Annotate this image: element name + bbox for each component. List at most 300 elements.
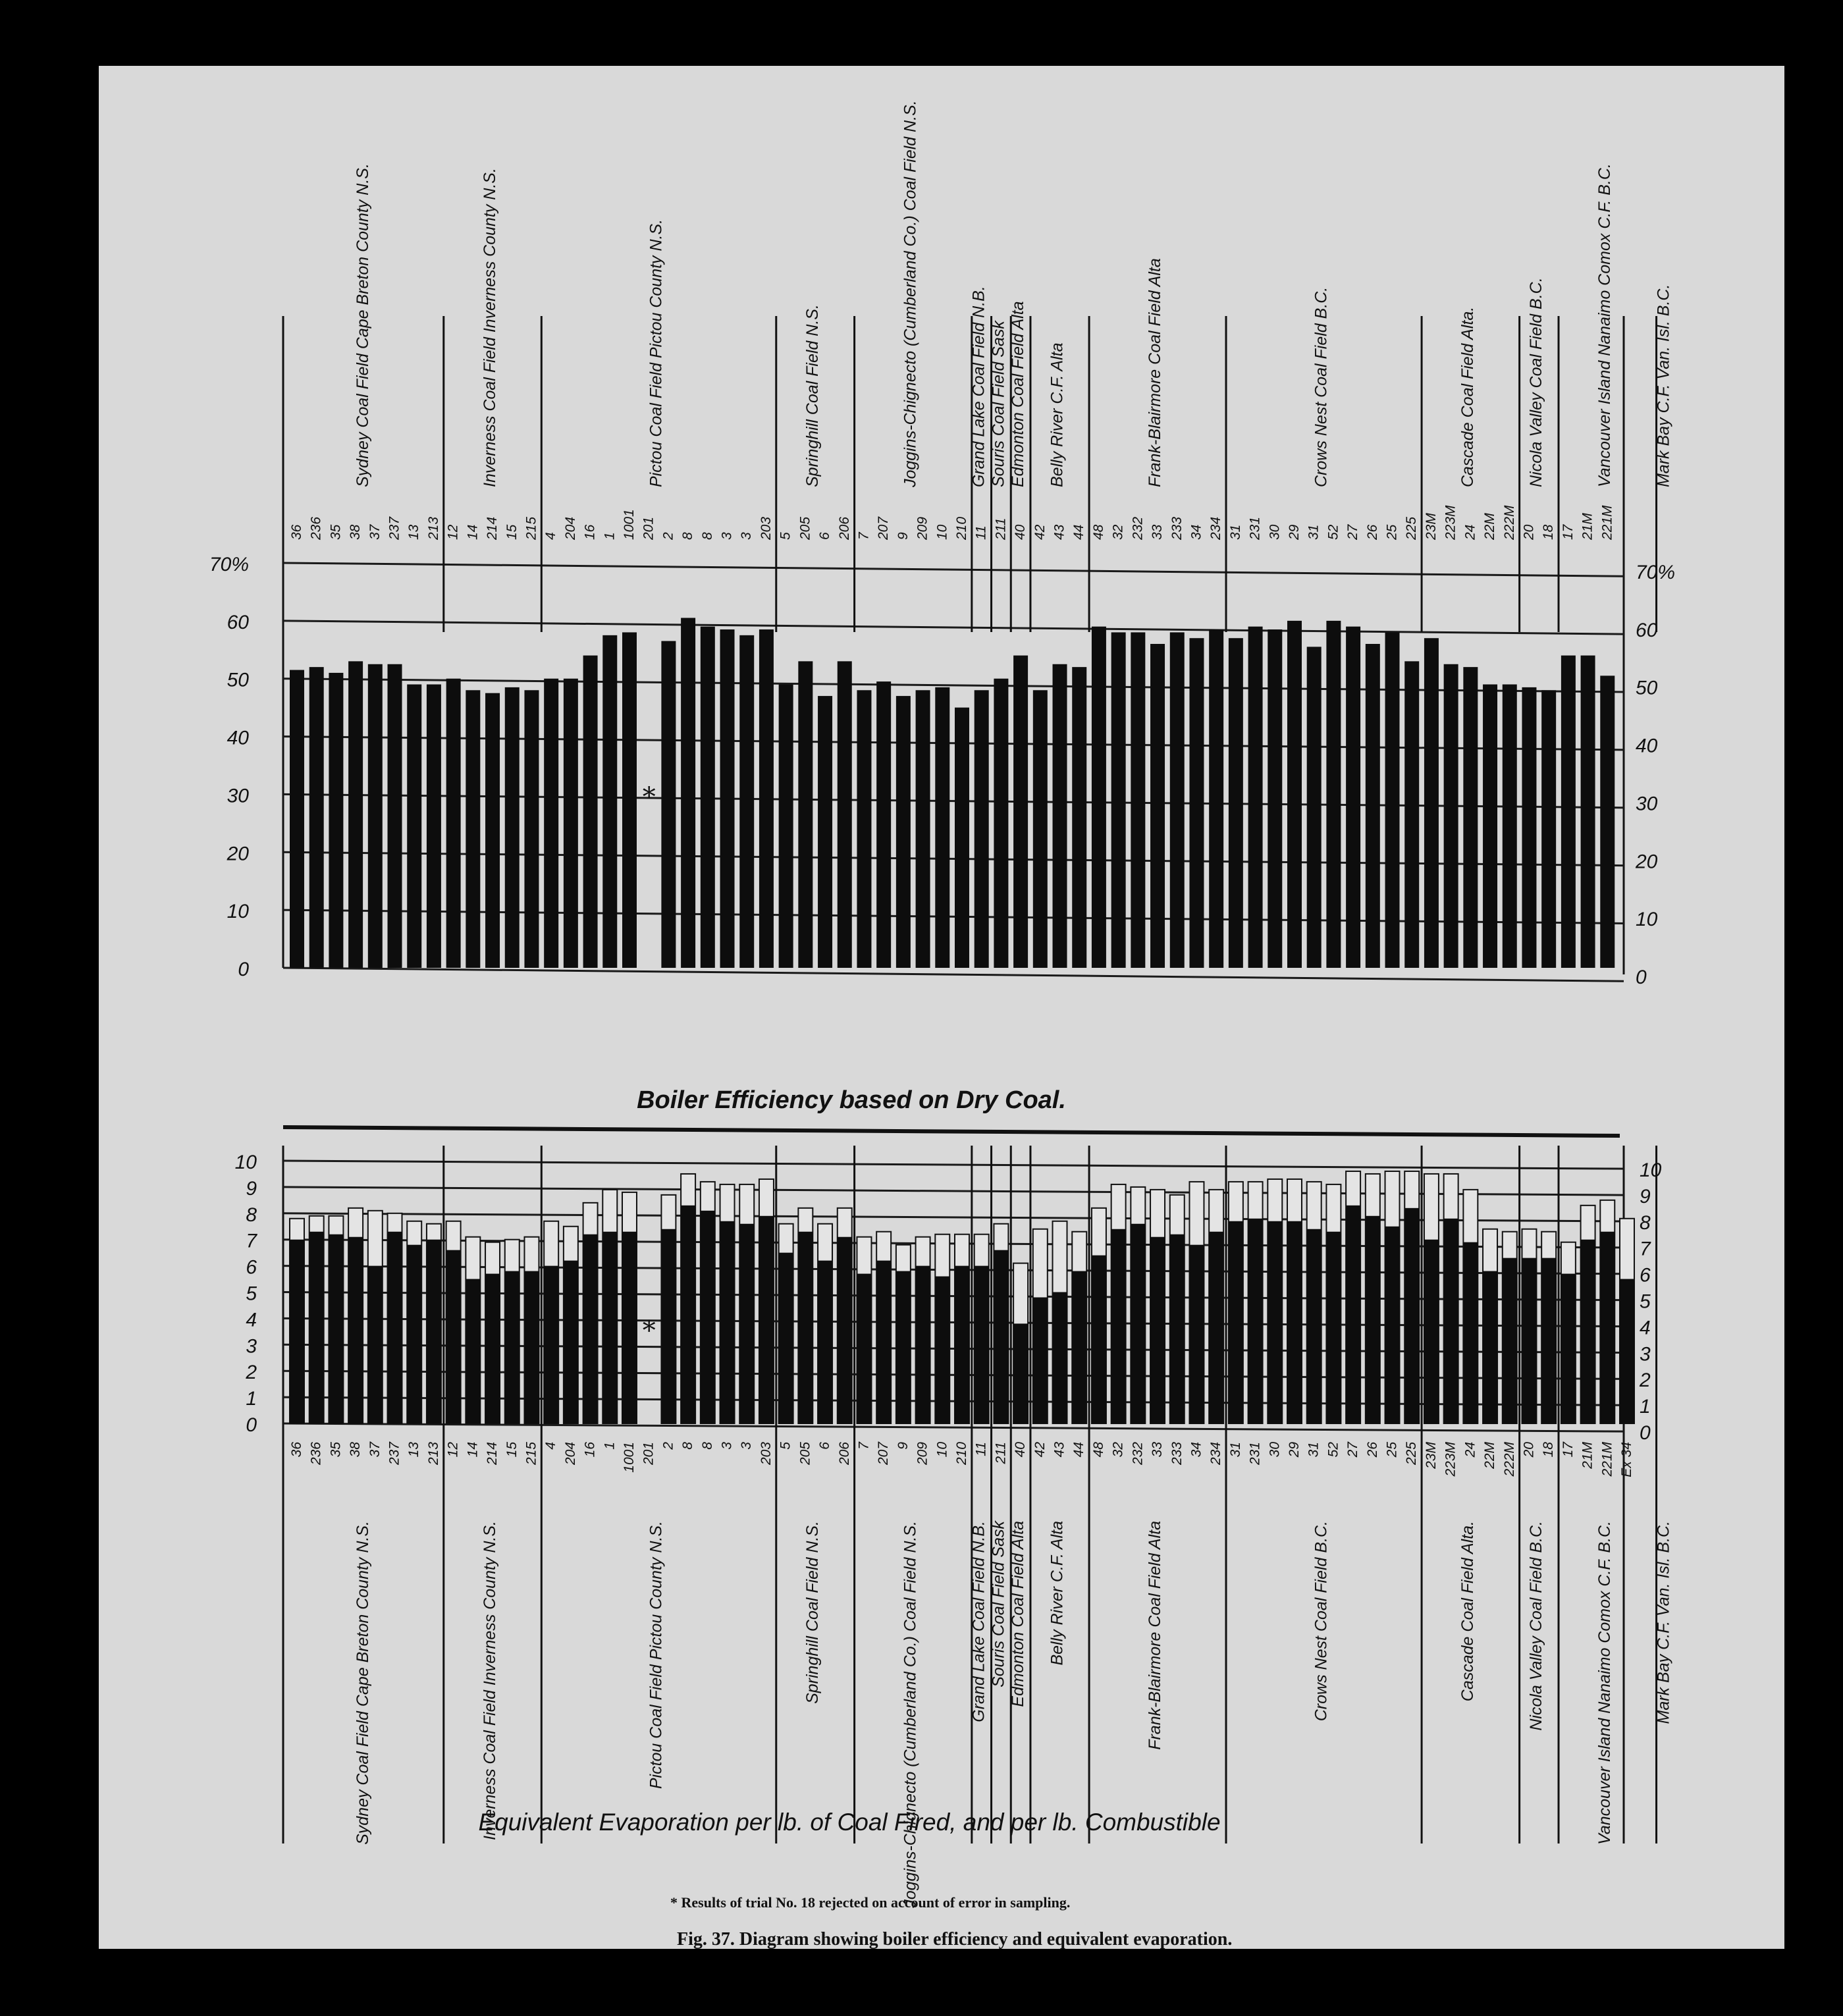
efficiency-trial-label: 24 (1462, 524, 1478, 540)
efficiency-gridline (283, 679, 1624, 692)
efficiency-trial-label: 6 (817, 532, 833, 540)
evaporation-y-tick-label: 7 (246, 1230, 257, 1252)
efficiency-bar (348, 661, 363, 968)
evaporation-trial-label: Ex 34 (1618, 1442, 1634, 1477)
evaporation-y-tick-label-right: 6 (1640, 1264, 1651, 1287)
efficiency-bar (1033, 690, 1048, 968)
efficiency-trial-label: 222M (1501, 505, 1517, 540)
efficiency-y-tick-label: 50 (227, 669, 249, 691)
coal-fired-bar (935, 1277, 949, 1423)
field-group-label: Nicola Valley Coal Field B.C. (1527, 1521, 1546, 1731)
coal-fired-bar (1307, 1229, 1322, 1423)
efficiency-y-tick-label: 30 (227, 785, 249, 807)
coal-fired-bar (975, 1266, 989, 1423)
field-group-label: Belly River C.F. Alta (1048, 342, 1067, 487)
efficiency-trial-label: 12 (445, 524, 461, 540)
coal-fired-bar (1404, 1208, 1419, 1423)
evaporation-y-tick-label: 1 (246, 1388, 257, 1410)
efficiency-bar (1131, 632, 1145, 968)
efficiency-bar (916, 690, 930, 968)
evaporation-trial-label: 2 (660, 1442, 676, 1450)
evaporation-trial-label: 7 (856, 1442, 872, 1450)
efficiency-trial-label: 35 (328, 524, 344, 540)
efficiency-trial-label: 38 (348, 524, 363, 540)
evaporation-trial-label: 9 (895, 1442, 911, 1450)
evaporation-trial-label: 15 (504, 1442, 520, 1458)
efficiency-bar (896, 696, 911, 968)
evaporation-y-tick-label-right: 0 (1640, 1422, 1651, 1444)
field-group-label: Edmonton Coal Field Alta (1008, 301, 1027, 487)
evaporation-trial-label: 10 (934, 1442, 950, 1458)
evaporation-y-tick-label-right: 10 (1640, 1159, 1662, 1181)
evaporation-trial-label: 8 (680, 1442, 696, 1450)
efficiency-trial-label: 48 (1090, 524, 1106, 540)
efficiency-trial-label: 237 (387, 516, 402, 540)
coal-fired-bar (720, 1221, 735, 1423)
efficiency-gridline (283, 910, 1624, 923)
efficiency-bar (759, 629, 774, 968)
efficiency-trial-label: 31 (1306, 524, 1322, 540)
efficiency-bar (622, 632, 637, 968)
evaporation-trial-label: 1 (602, 1442, 618, 1450)
evaporation-trial-label: 222M (1501, 1442, 1517, 1477)
top-chart-boiler-efficiency (209, 100, 1675, 988)
coal-fired-bar (1600, 1232, 1615, 1423)
evaporation-trial-label: 27 (1345, 1442, 1361, 1458)
field-group-label: Pictou Coal Field Pictou County N.S. (647, 219, 666, 487)
evaporation-trial-label: 237 (387, 1442, 402, 1466)
evaporation-y-tick-label-right: 2 (1640, 1369, 1651, 1392)
efficiency-trial-label: 231 (1247, 516, 1263, 540)
efficiency-bar (407, 685, 421, 968)
field-group-label: Crows Nest Coal Field B.C. (1312, 286, 1331, 487)
efficiency-y-tick-label: 10 (227, 901, 249, 923)
field-group-label: Grand Lake Coal Field N.B. (969, 1521, 988, 1722)
efficiency-bar (1150, 644, 1165, 968)
field-group-label: Mark Bay C.F. Van. Isl. B.C. (1654, 1521, 1673, 1724)
field-group-label: Cascade Coal Field Alta. (1458, 1521, 1478, 1702)
coal-fired-bar (602, 1232, 617, 1423)
efficiency-bar (739, 635, 754, 968)
evaporation-trial-label: 23M (1423, 1442, 1439, 1469)
efficiency-trial-label: 16 (582, 524, 598, 540)
efficiency-trial-label: 33 (1150, 524, 1165, 540)
efficiency-trial-label: 234 (1208, 516, 1224, 540)
evaporation-trial-label: 209 (915, 1442, 930, 1466)
efficiency-y-tick-label-right: 0 (1636, 967, 1647, 988)
evaporation-trial-label: 31 (1227, 1442, 1243, 1458)
efficiency-bar (1600, 676, 1615, 968)
evaporation-trial-label: 234 (1208, 1442, 1224, 1466)
efficiency-trial-label: 31 (1227, 524, 1243, 540)
efficiency-bar (1503, 685, 1517, 968)
rejected-trial-marker: * (642, 782, 656, 812)
evaporation-trial-label: 34 (1189, 1442, 1204, 1458)
evaporation-trial-label: 223M (1443, 1442, 1458, 1477)
efficiency-y-tick-label: 60 (227, 611, 249, 633)
coal-fired-bar (427, 1240, 441, 1423)
evaporation-trial-label: 14 (465, 1442, 481, 1458)
coal-fired-bar (485, 1274, 500, 1423)
efficiency-bar (1053, 664, 1067, 968)
efficiency-bar (485, 693, 500, 968)
evaporation-trial-label: 12 (445, 1442, 461, 1458)
efficiency-trial-label: 8 (699, 532, 715, 540)
efficiency-bar (779, 685, 793, 968)
evaporation-y-tick-label: 8 (246, 1204, 257, 1226)
efficiency-trial-label: 9 (895, 532, 911, 540)
efficiency-y-tick-label: 0 (238, 959, 249, 980)
efficiency-y-tick-label-right: 20 (1636, 851, 1658, 873)
efficiency-trial-label: 209 (915, 516, 930, 540)
field-group-label: Frank-Blairmore Coal Field Alta (1145, 1521, 1164, 1750)
evaporation-trial-label: 221M (1599, 1442, 1615, 1477)
efficiency-trial-label: 204 (562, 516, 578, 540)
efficiency-bar (818, 696, 832, 968)
efficiency-trial-label: 37 (367, 524, 383, 540)
efficiency-trial-label: 5 (778, 532, 793, 540)
evaporation-trial-label: 17 (1560, 1442, 1576, 1458)
efficiency-trial-label: 21M (1580, 513, 1595, 540)
efficiency-trial-label: 20 (1521, 524, 1537, 540)
field-group-label: Inverness Coal Field Inverness County N.S. (480, 168, 499, 487)
efficiency-gridline (283, 852, 1624, 865)
efficiency-bar (1404, 661, 1419, 968)
efficiency-trial-label: 201 (641, 516, 656, 540)
coal-fired-bar (838, 1237, 852, 1423)
coal-fired-bar (368, 1266, 383, 1423)
efficiency-bar (1013, 656, 1028, 968)
evaporation-trial-label: 225 (1404, 1442, 1420, 1466)
coal-fired-bar (818, 1261, 832, 1423)
evaporation-trial-label: 3 (739, 1442, 755, 1450)
field-group-label: Mark Bay C.F. Van. Isl. B.C. (1654, 284, 1673, 487)
coal-fired-bar (1111, 1229, 1126, 1423)
coal-fired-bar (661, 1229, 676, 1423)
efficiency-trial-label: 8 (680, 532, 696, 540)
efficiency-bar (1287, 621, 1302, 968)
efficiency-bar (1444, 664, 1458, 968)
efficiency-trial-label: 36 (288, 524, 304, 540)
evaporation-chart-title: Equivalent Evaporation per lb. of Coal Fired, and per lb. Combustible (478, 1809, 1221, 1836)
evaporation-y-tick-label: 6 (246, 1256, 257, 1279)
evaporation-trial-label: 233 (1169, 1442, 1185, 1466)
coal-fired-bar (1522, 1258, 1536, 1423)
efficiency-trial-label: 44 (1071, 524, 1087, 540)
efficiency-trial-label: 3 (719, 532, 735, 540)
efficiency-bar (602, 635, 617, 968)
evaporation-trial-label: 213 (425, 1442, 441, 1466)
coal-fired-bar (1444, 1219, 1458, 1423)
coal-fired-bar (1366, 1216, 1380, 1423)
efficiency-trial-label: 22M (1482, 513, 1498, 540)
evaporation-trial-label: 207 (876, 1442, 892, 1466)
efficiency-bar (1522, 687, 1536, 968)
efficiency-trial-label: 18 (1541, 524, 1557, 540)
efficiency-trial-label: 233 (1169, 516, 1185, 540)
efficiency-y-tick-label-right: 30 (1636, 793, 1658, 815)
coal-fired-bar (329, 1234, 343, 1423)
efficiency-trial-label: 23M (1423, 513, 1439, 540)
efficiency-bar (446, 679, 461, 968)
evaporation-y-tick-label: 4 (246, 1309, 257, 1331)
evaporation-gridline (283, 1187, 1624, 1195)
field-group-label: Crows Nest Coal Field B.C. (1312, 1521, 1331, 1722)
efficiency-trial-label: 4 (543, 532, 559, 540)
evaporation-trial-label: 24 (1462, 1442, 1478, 1458)
coal-fired-bar (1346, 1206, 1360, 1423)
field-group-label: Joggins-Chignecto (Cumberland Co.) Coal Field N.S. (901, 100, 920, 487)
coal-fired-bar (1248, 1219, 1263, 1423)
coal-fired-bar (1620, 1279, 1634, 1423)
coal-fired-bar (348, 1237, 363, 1423)
evaporation-y-tick-label: 10 (234, 1152, 257, 1173)
coal-fired-bar (1150, 1237, 1165, 1423)
evaporation-gridline (283, 1161, 1624, 1169)
efficiency-y-tick-label: 20 (227, 843, 249, 865)
efficiency-bar (798, 661, 813, 968)
efficiency-bar (1366, 644, 1380, 968)
coal-fired-bar (583, 1234, 598, 1423)
evaporation-trial-label: 231 (1247, 1442, 1263, 1466)
evaporation-trial-label: 205 (797, 1442, 813, 1466)
field-group-label: Edmonton Coal Field Alta (1008, 1521, 1027, 1707)
efficiency-trial-label: 223M (1443, 505, 1458, 540)
efficiency-bar (857, 690, 871, 968)
evaporation-trial-label: 29 (1286, 1442, 1302, 1458)
efficiency-trial-label: 225 (1404, 516, 1420, 540)
evaporation-trial-label: 37 (367, 1442, 383, 1458)
evaporation-gridline (283, 1344, 1624, 1352)
coal-fired-bar (1503, 1258, 1517, 1423)
efficiency-bar (329, 673, 343, 968)
efficiency-bar (994, 679, 1008, 968)
efficiency-bar (1326, 621, 1341, 968)
evaporation-gridline (283, 1371, 1624, 1379)
efficiency-y-tick-label-right: 70% (1636, 562, 1676, 583)
efficiency-gridline (283, 968, 1624, 981)
efficiency-bar (309, 667, 324, 968)
evaporation-trial-label: 6 (817, 1442, 833, 1450)
efficiency-bar (681, 618, 695, 968)
efficiency-bar (524, 690, 539, 968)
figure-svg (99, 66, 1784, 1949)
efficiency-title-band (283, 1086, 1620, 1136)
evaporation-y-tick-label: 9 (246, 1177, 257, 1200)
coal-fired-bar (779, 1253, 793, 1423)
evaporation-gridline (283, 1266, 1624, 1274)
evaporation-trial-label: 22M (1482, 1442, 1498, 1469)
efficiency-trial-label: 30 (1267, 524, 1283, 540)
efficiency-trial-label: 40 (1013, 524, 1028, 540)
coal-fired-bar (1463, 1242, 1478, 1423)
evaporation-trial-label: 25 (1384, 1442, 1400, 1458)
evaporation-gridline (283, 1213, 1624, 1221)
evaporation-y-tick-label-right: 3 (1640, 1343, 1651, 1366)
evaporation-trial-label: 4 (543, 1442, 559, 1450)
field-group-label: Nicola Valley Coal Field B.C. (1527, 277, 1546, 487)
coal-fired-bar (290, 1240, 304, 1423)
evaporation-trial-label: 43 (1052, 1442, 1067, 1458)
rejected-trial-marker: * (642, 1315, 656, 1346)
efficiency-trial-label: 232 (1130, 516, 1146, 540)
efficiency-gridline (283, 794, 1624, 807)
field-group-label: Inverness Coal Field Inverness County N.S. (480, 1521, 499, 1840)
field-group-label: Sydney Coal Field Cape Breton County N.S. (353, 163, 372, 487)
evaporation-y-tick-label: 2 (246, 1362, 257, 1384)
efficiency-trial-label: 26 (1364, 524, 1380, 540)
field-group-label: Souris Coal Field Sask (989, 321, 1008, 487)
evaporation-trial-label: 201 (641, 1442, 656, 1466)
efficiency-trial-label: 13 (406, 524, 422, 540)
coal-fired-bar (622, 1232, 637, 1423)
field-group-label: Springhill Coal Field N.S. (803, 304, 822, 487)
efficiency-chart-title: Boiler Efficiency based on Dry Coal. (637, 1086, 1066, 1114)
evaporation-trial-label: 52 (1325, 1442, 1341, 1458)
coal-fired-bar (1326, 1232, 1341, 1423)
efficiency-bar (1385, 632, 1400, 968)
efficiency-bar (876, 681, 891, 968)
efficiency-bar (720, 629, 735, 968)
field-group-label: Sydney Coal Field Cape Breton County N.S. (353, 1521, 372, 1845)
efficiency-bar (1424, 638, 1439, 968)
efficiency-gridline (283, 737, 1624, 750)
coal-fired-bar (1170, 1234, 1185, 1423)
coal-fired-bar (798, 1232, 813, 1423)
evaporation-y-tick-label: 5 (246, 1283, 257, 1305)
efficiency-bar (1463, 667, 1478, 968)
efficiency-trial-label: 52 (1325, 524, 1341, 540)
efficiency-bar (1189, 638, 1204, 968)
evaporation-trial-label: 11 (973, 1442, 989, 1456)
evaporation-trial-label: 13 (406, 1442, 422, 1458)
efficiency-bar (1170, 632, 1185, 968)
evaporation-trial-label: 206 (836, 1442, 852, 1466)
efficiency-bar (388, 664, 402, 968)
coal-fired-bar (681, 1206, 695, 1423)
evaporation-y-tick-label-right: 4 (1640, 1317, 1651, 1339)
evaporation-gridline (283, 1423, 1624, 1431)
evaporation-trial-label: 211 (993, 1442, 1009, 1464)
evaporation-trial-label: 236 (308, 1442, 324, 1466)
efficiency-trial-label: 29 (1286, 524, 1302, 540)
efficiency-trial-label: 210 (953, 516, 969, 540)
figure-caption: Fig. 37. Diagram showing boiler efficiency and equivalent evaporation. (677, 1929, 1233, 1950)
evaporation-y-tick-label-right: 1 (1640, 1396, 1651, 1418)
coal-fired-bar (564, 1261, 578, 1423)
efficiency-bar (935, 687, 949, 968)
evaporation-trial-label: 1001 (621, 1442, 637, 1473)
efficiency-bar (1209, 629, 1223, 968)
efficiency-bar (1072, 667, 1086, 968)
efficiency-bar (1307, 647, 1322, 968)
efficiency-trial-label: 34 (1189, 524, 1204, 540)
field-group-label: Joggins-Chignecto (Cumberland Co.) Coal Field N.S. (901, 1521, 920, 1908)
evaporation-trial-label: 210 (953, 1442, 969, 1466)
efficiency-trial-label: 10 (934, 524, 950, 540)
efficiency-gridline (283, 563, 1624, 576)
efficiency-trial-label: 213 (425, 516, 441, 540)
evaporation-trial-label: 40 (1013, 1442, 1028, 1458)
coal-fired-bar (1053, 1292, 1067, 1424)
footnote: * Results of trial No. 18 rejected on account of error in sampling. (670, 1894, 1071, 1911)
efficiency-bar (975, 690, 989, 968)
coal-fired-bar (466, 1279, 480, 1423)
field-group-label: Belly River C.F. Alta (1048, 1521, 1067, 1666)
coal-fired-bar (739, 1224, 754, 1423)
evaporation-trial-label: 31 (1306, 1442, 1322, 1458)
efficiency-trial-label: 25 (1384, 524, 1400, 540)
efficiency-bar (838, 661, 852, 968)
field-group-label: Grand Lake Coal Field N.B. (969, 286, 988, 487)
evaporation-trial-label: 20 (1521, 1442, 1537, 1458)
evaporation-y-tick-label-right: 8 (1640, 1211, 1651, 1234)
evaporation-trial-label: 38 (348, 1442, 363, 1458)
evaporation-gridline (283, 1318, 1624, 1326)
evaporation-y-tick-label-right: 7 (1640, 1238, 1651, 1260)
coal-fired-bar (1287, 1221, 1302, 1423)
scanned-page (99, 66, 1784, 1949)
efficiency-bar (505, 687, 520, 968)
coal-fired-bar (1189, 1245, 1204, 1423)
evaporation-trial-label: 16 (582, 1442, 598, 1458)
coal-fired-bar (1483, 1271, 1497, 1423)
efficiency-trial-label: 27 (1345, 524, 1361, 540)
coal-fired-bar (1209, 1232, 1223, 1423)
evaporation-trial-label: 214 (485, 1442, 500, 1466)
efficiency-bar (1561, 656, 1576, 968)
coal-fired-bar (857, 1274, 871, 1423)
field-group-label: Cascade Coal Field Alta. (1458, 306, 1478, 487)
efficiency-trial-label: 17 (1560, 524, 1576, 540)
efficiency-trial-label: 203 (758, 516, 774, 540)
evaporation-gridline (283, 1240, 1624, 1248)
evaporation-y-tick-label: 0 (246, 1414, 257, 1436)
coal-fired-bar (1541, 1258, 1556, 1423)
efficiency-bar (368, 664, 383, 968)
coal-fired-bar (524, 1271, 539, 1423)
coal-fired-bar (1131, 1224, 1145, 1423)
efficiency-y-tick-label-right: 40 (1636, 735, 1658, 757)
evaporation-trial-label: 26 (1364, 1442, 1380, 1458)
efficiency-trial-label: 215 (523, 516, 539, 540)
efficiency-bar (1111, 632, 1126, 968)
efficiency-trial-label: 15 (504, 524, 520, 540)
evaporation-y-tick-label: 3 (246, 1335, 257, 1358)
efficiency-trial-label: 214 (485, 516, 500, 540)
field-group-label: Vancouver Island Nanaimo Comox C.F. B.C. (1595, 1521, 1615, 1845)
evaporation-trial-label: 30 (1267, 1442, 1283, 1458)
field-group-label: Souris Coal Field Sask (989, 1521, 1008, 1687)
coal-fired-bar (876, 1261, 891, 1423)
coal-fired-bar (701, 1211, 715, 1423)
efficiency-y-tick-label-right: 60 (1636, 619, 1658, 641)
efficiency-trial-label: 43 (1052, 524, 1067, 540)
evaporation-trial-label: 32 (1110, 1442, 1126, 1458)
coal-fired-bar (446, 1250, 461, 1423)
efficiency-y-tick-label: 70% (209, 554, 249, 575)
evaporation-trial-label: 232 (1130, 1442, 1146, 1466)
efficiency-trial-label: 207 (876, 516, 892, 540)
coal-fired-bar (1581, 1240, 1595, 1423)
efficiency-trial-label: 11 (973, 525, 989, 540)
coal-fired-bar (759, 1216, 774, 1423)
coal-fired-bar (505, 1271, 520, 1423)
coal-fired-bar (916, 1266, 930, 1423)
coal-fired-bar (388, 1232, 402, 1423)
efficiency-bar (544, 679, 558, 968)
efficiency-y-tick-label-right: 10 (1636, 909, 1658, 931)
